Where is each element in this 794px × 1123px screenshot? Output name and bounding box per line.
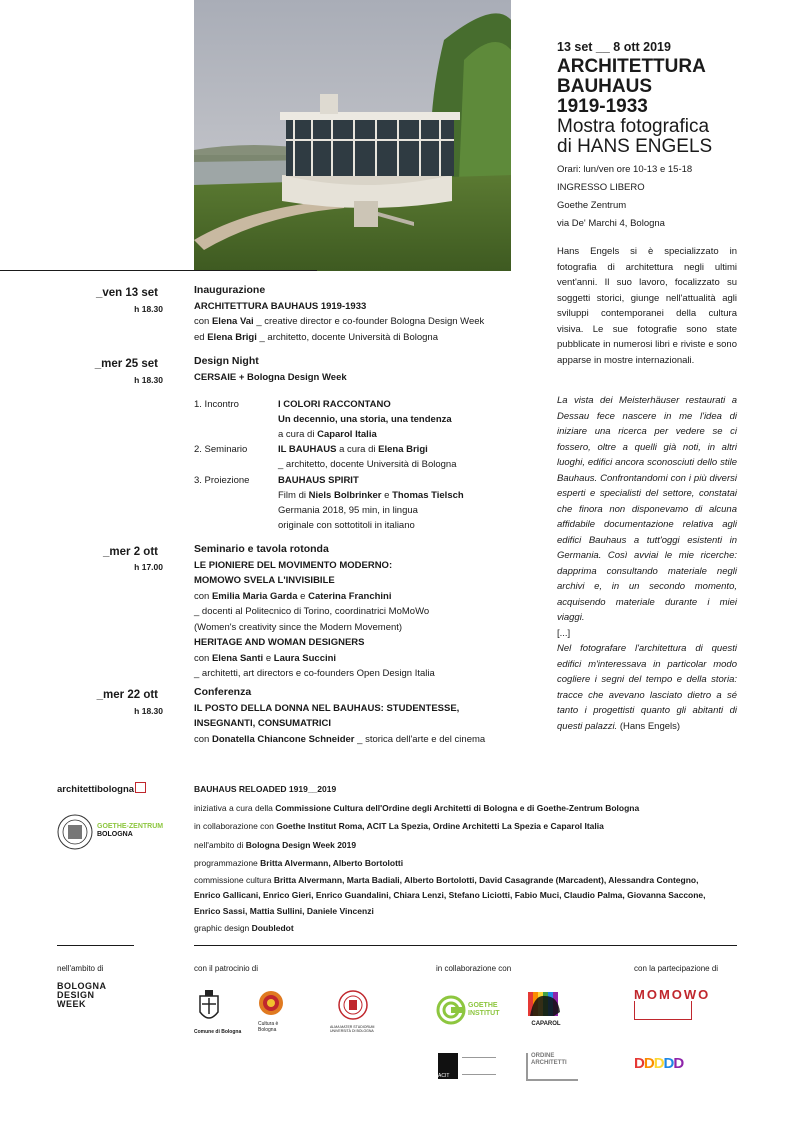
credits-title: BAUHAUS RELOADED 1919__2019: [194, 784, 337, 794]
text: con: [194, 316, 210, 327]
momowo-logo: [634, 987, 711, 1020]
event-time: h 18.30: [134, 375, 163, 385]
speaker-name: Donatella Chiancone Schneider: [211, 733, 355, 745]
footer-label: in collaborazione con: [436, 964, 512, 973]
event-conferenza: [194, 685, 504, 747]
quote-source: (Hans Engels): [619, 720, 681, 732]
visitor-info: [557, 161, 787, 233]
text: a cura di: [278, 429, 315, 440]
speaker-name: Elena Brigi: [207, 331, 257, 343]
logo-text: CAPAROL: [531, 1021, 561, 1027]
event-time: h 17.00: [134, 562, 163, 572]
text: Britta Alvermann, Alberto Bortolotti: [260, 858, 404, 868]
hero-photo: [194, 0, 511, 271]
footer-label: con la partecipazione di: [634, 964, 719, 973]
text: Doubledot: [251, 923, 294, 933]
text: programmazione: [194, 858, 258, 868]
text: e: [384, 490, 390, 501]
momowo-frame-icon: [634, 1001, 692, 1020]
logo-text: architettibologna: [57, 784, 135, 795]
event-date: _mer 2 ott: [103, 546, 158, 558]
logo-text: BOLOGNA: [57, 981, 107, 991]
cultura-bologna-logo: [258, 990, 298, 1033]
quote-ellipsis: [...]: [557, 627, 571, 639]
credits: [194, 780, 734, 938]
text: Britta Alvermann, Marta Badiali, Alberto Bortolotti, David Casagrande (Marcadent), Alessandra Contegno,: [273, 874, 699, 885]
seal-icon: [57, 812, 93, 852]
event-title: ARCHITETTURA BAUHAUS 1919-1933: [194, 300, 367, 312]
exhibition-title-line: ARCHITETTURA: [557, 56, 706, 77]
speaker-role: (Women's creativity since the Modern Movement): [194, 621, 403, 633]
event-title: IL POSTO DELLA DONNA NEL BAUHAUS: STUDENTESSE,: [194, 702, 460, 714]
logo-letter: D: [673, 1055, 684, 1072]
footer-label: con il patrocinio di: [194, 964, 259, 973]
speaker-name: Elena Vai: [211, 316, 254, 327]
venue-address: via De' Marchi 4, Bologna: [557, 218, 665, 229]
event-program: [194, 397, 494, 532]
logo-text: BOLOGNA: [97, 831, 133, 838]
text: in collaborazione con: [194, 821, 274, 831]
text: Film di: [278, 490, 306, 501]
logo-text: [468, 1002, 500, 1018]
opening-hours: Orari: lun/ven ore 10-13 e 15-18: [557, 164, 693, 175]
film-details: originale con sottotitoli in italiano: [278, 520, 415, 531]
bologna-design-week-logo: [57, 982, 107, 1009]
program-title: BAUHAUS SPIRIT: [278, 475, 359, 486]
text: Enrico Gallicani, Enrico Gieri, Enrico Guandalini, Chiara Lenzi, Stefano Liciotti, Fabio Muci, Claudio Palma, Giovanna Saccone,: [194, 890, 706, 900]
goethe-zentrum-logo: [57, 812, 167, 852]
speaker-name: Elena Santi: [211, 652, 264, 664]
event-title: LE PIONIERE DEL MOVIMENTO MODERNO:: [194, 559, 393, 571]
logo-text: ACIT: [438, 1073, 450, 1079]
program-label: 1. Incontro: [194, 399, 239, 410]
caparol-elephant-icon: [528, 992, 562, 1016]
logo-text: ORDINE ARCHITETTI: [526, 1053, 578, 1081]
event-title: HERITAGE AND WOMAN DESIGNERS: [194, 637, 365, 648]
speaker-role: _ architetti, art directors e co-founders Open Design Italia: [194, 668, 435, 679]
text: commissione cultura: [194, 874, 272, 885]
event-date: _mer 22 ott: [96, 689, 158, 701]
event-heading: Inaugurazione: [194, 284, 266, 296]
quote-part-2: Nel fotografare l'architettura di questi edifici m'interessava in particolar modo cogliere i segni del tempo e della storia: tracce che avevano lasciato dietro a sé tanto i progettisti quanto gli abitanti di questi palazzi.: [557, 643, 737, 732]
goethe-institut-logo: [436, 995, 506, 1025]
logo-letter: D: [634, 1055, 644, 1072]
event-time: h 18.30: [134, 304, 163, 314]
program-subtitle: Un decennio, una storia, una tendenza: [278, 414, 452, 425]
logo-text: INSTITUT: [468, 1010, 500, 1017]
logo-text: Cultura è Bologna: [258, 1021, 279, 1033]
logo-text: GOETHE-ZENTRUM: [97, 823, 164, 830]
program-item-3: [278, 473, 488, 533]
speaker-name: Elena Brigi: [378, 444, 428, 455]
open-design-italia-logo: [634, 1055, 696, 1072]
text: iniziativa a cura della: [194, 802, 273, 813]
event-heading: Seminario e tavola rotonda: [194, 543, 329, 555]
speaker-name: Emilia Maria Garda: [211, 590, 298, 602]
curator: Caparol Italia: [317, 429, 377, 440]
logo-text: WEEK: [57, 999, 86, 1009]
exhibition-title-line: 1919-1933: [557, 96, 648, 117]
event-heading: Design Night: [194, 355, 259, 367]
text: Enrico Sassi, Mattia Sullini, Daniele Vincenzi: [194, 905, 374, 916]
speaker-role: _ creative director e co-founder Bologna Design Week: [256, 316, 485, 327]
speaker-role: _ storica dell'arte e del cinema: [357, 733, 486, 745]
cultura-emblem-icon: [258, 990, 284, 1016]
logo-letter: D: [653, 1055, 664, 1072]
photographer-quote: [557, 393, 737, 734]
event-seminario: [194, 542, 504, 682]
event-inaugurazione: [194, 283, 534, 345]
speaker-name: Laura Succini: [273, 652, 337, 664]
program-title: IL BAUHAUS: [278, 444, 337, 455]
university-seal-icon: [338, 990, 368, 1020]
text: graphic design: [194, 923, 250, 933]
exhibition-subtitle-line: di HANS ENGELS: [557, 136, 713, 157]
logo-text: Comune di Bologna: [194, 1029, 242, 1035]
event-date: _ven 13 set: [95, 287, 158, 299]
logo-text: DESIGN: [57, 990, 95, 1000]
program-item-2: [278, 442, 488, 472]
event-title: INSEGNANTI, CONSUMATRICI: [194, 718, 332, 729]
logo-letter: D: [643, 1055, 654, 1072]
text: ed: [194, 331, 205, 343]
comune-bologna-logo: [194, 990, 244, 1035]
divider-line: [194, 945, 737, 946]
divider-line: [57, 945, 134, 946]
event-title: CERSAIE + Bologna Design Week: [194, 371, 347, 383]
text: e: [265, 652, 272, 664]
event-heading: Conferenza: [194, 686, 252, 698]
event-design-night: [194, 354, 504, 385]
coat-of-arms-icon: [198, 990, 220, 1024]
exhibition-subtitle-line: Mostra fotografica: [557, 116, 710, 137]
logo-text: GOETHE: [468, 1002, 498, 1009]
speaker-role: _ docenti al Politecnico di Torino, coordinatrici MoMoWo: [194, 606, 430, 617]
goethe-icon: [436, 995, 466, 1025]
program-item-1: [278, 397, 488, 442]
caparol-logo: [528, 992, 564, 1027]
text: Goethe Institut Roma, ACIT La Spezia, Ordine Architetti La Spezia e Caparol Italia: [276, 821, 604, 831]
acit-logo: [438, 1053, 498, 1083]
speaker-role: _ architetto, docente Università di Bologna: [259, 331, 438, 343]
event-date: _mer 25 set: [94, 358, 158, 370]
text: Bologna Design Week 2019: [245, 839, 357, 850]
text: a cura di: [339, 444, 376, 455]
event-title: MOMOWO SVELA L'INVISIBILE: [194, 575, 335, 586]
text: con: [194, 652, 210, 664]
divider-line: [0, 270, 317, 271]
quote-part-1: La vista dei Meisterhäuser restaurati a Dessau fece nascere in me l'idea di iniziare una ricerca per vedere se ci fossero, oltre a quelli già noti, in altri luoghi, edifici ancora sconosciuti dello stile Bauhaus. Confrontandomi con i più diversi esperti e specialisti del settore, constatai che finora non disponevamo di alcuna affidabile documentazione relativa agli edifici Bauhaus a tutt'oggi esistenti in Germania. Così avviai le mie ricerche: dapprima consultando materiale negli archivi e, in un secondo momento, acquisendo materiale durante i miei viaggi.: [557, 395, 737, 623]
footer-label: nell'ambito di: [57, 964, 104, 973]
admission: INGRESSO LIBERO: [557, 182, 645, 193]
film-details: Germania 2018, 95 min, in lingua: [278, 505, 418, 516]
exhibition-title-line: BAUHAUS: [557, 76, 652, 97]
text: Commissione Cultura dell'Ordine degli Architetti di Bologna e di Goethe-Zentrum Bologna: [275, 802, 640, 813]
event-time: h 18.30: [134, 706, 163, 716]
photographer-bio: Hans Engels si è specializzato in fotografia di architettura negli ultimi vent'anni. Il suo lavoro, focalizzato su soggetti storici, giunge nell'attualità agli sviluppi contemporanei della cultura visiva. Le sue fotografie sono state pubblicate in numerosi libri e riviste e sono apparse in mostre internazionali.: [557, 246, 737, 366]
unibo-logo: [330, 990, 380, 1033]
ordine-architetti-logo: [526, 1053, 578, 1081]
text: con: [194, 733, 210, 745]
director: Niels Bolbrinker: [308, 490, 382, 501]
text: e: [300, 590, 306, 602]
odi-letters: [634, 1055, 696, 1072]
program-label: 3. Proiezione: [194, 475, 250, 486]
architetti-bologna-logo: [57, 782, 146, 795]
speaker-name: Caterina Franchini: [308, 590, 392, 602]
text: nell'ambito di: [194, 839, 244, 850]
program-label: 2. Seminario: [194, 444, 248, 455]
decorative-lines: [462, 1057, 496, 1075]
exhibition-dates: 13 set __ 8 ott 2019: [557, 40, 671, 54]
logo-letter: D: [663, 1055, 674, 1072]
exhibition-header: [557, 40, 787, 233]
program-title: I COLORI RACCONTANO: [278, 399, 391, 410]
logo-text: ALMA MATER STUDIORUM UNIVERSITÀ DI BOLOGNA: [330, 1025, 375, 1033]
venue-name: Goethe Zentrum: [557, 200, 627, 211]
text: con: [194, 590, 210, 602]
logo-text: MOMOWO: [634, 987, 711, 1002]
speaker-role: _ architetto, docente Università di Bologna: [278, 459, 457, 470]
director: Thomas Tielsch: [392, 490, 464, 501]
logo-mark-icon: [135, 782, 146, 793]
